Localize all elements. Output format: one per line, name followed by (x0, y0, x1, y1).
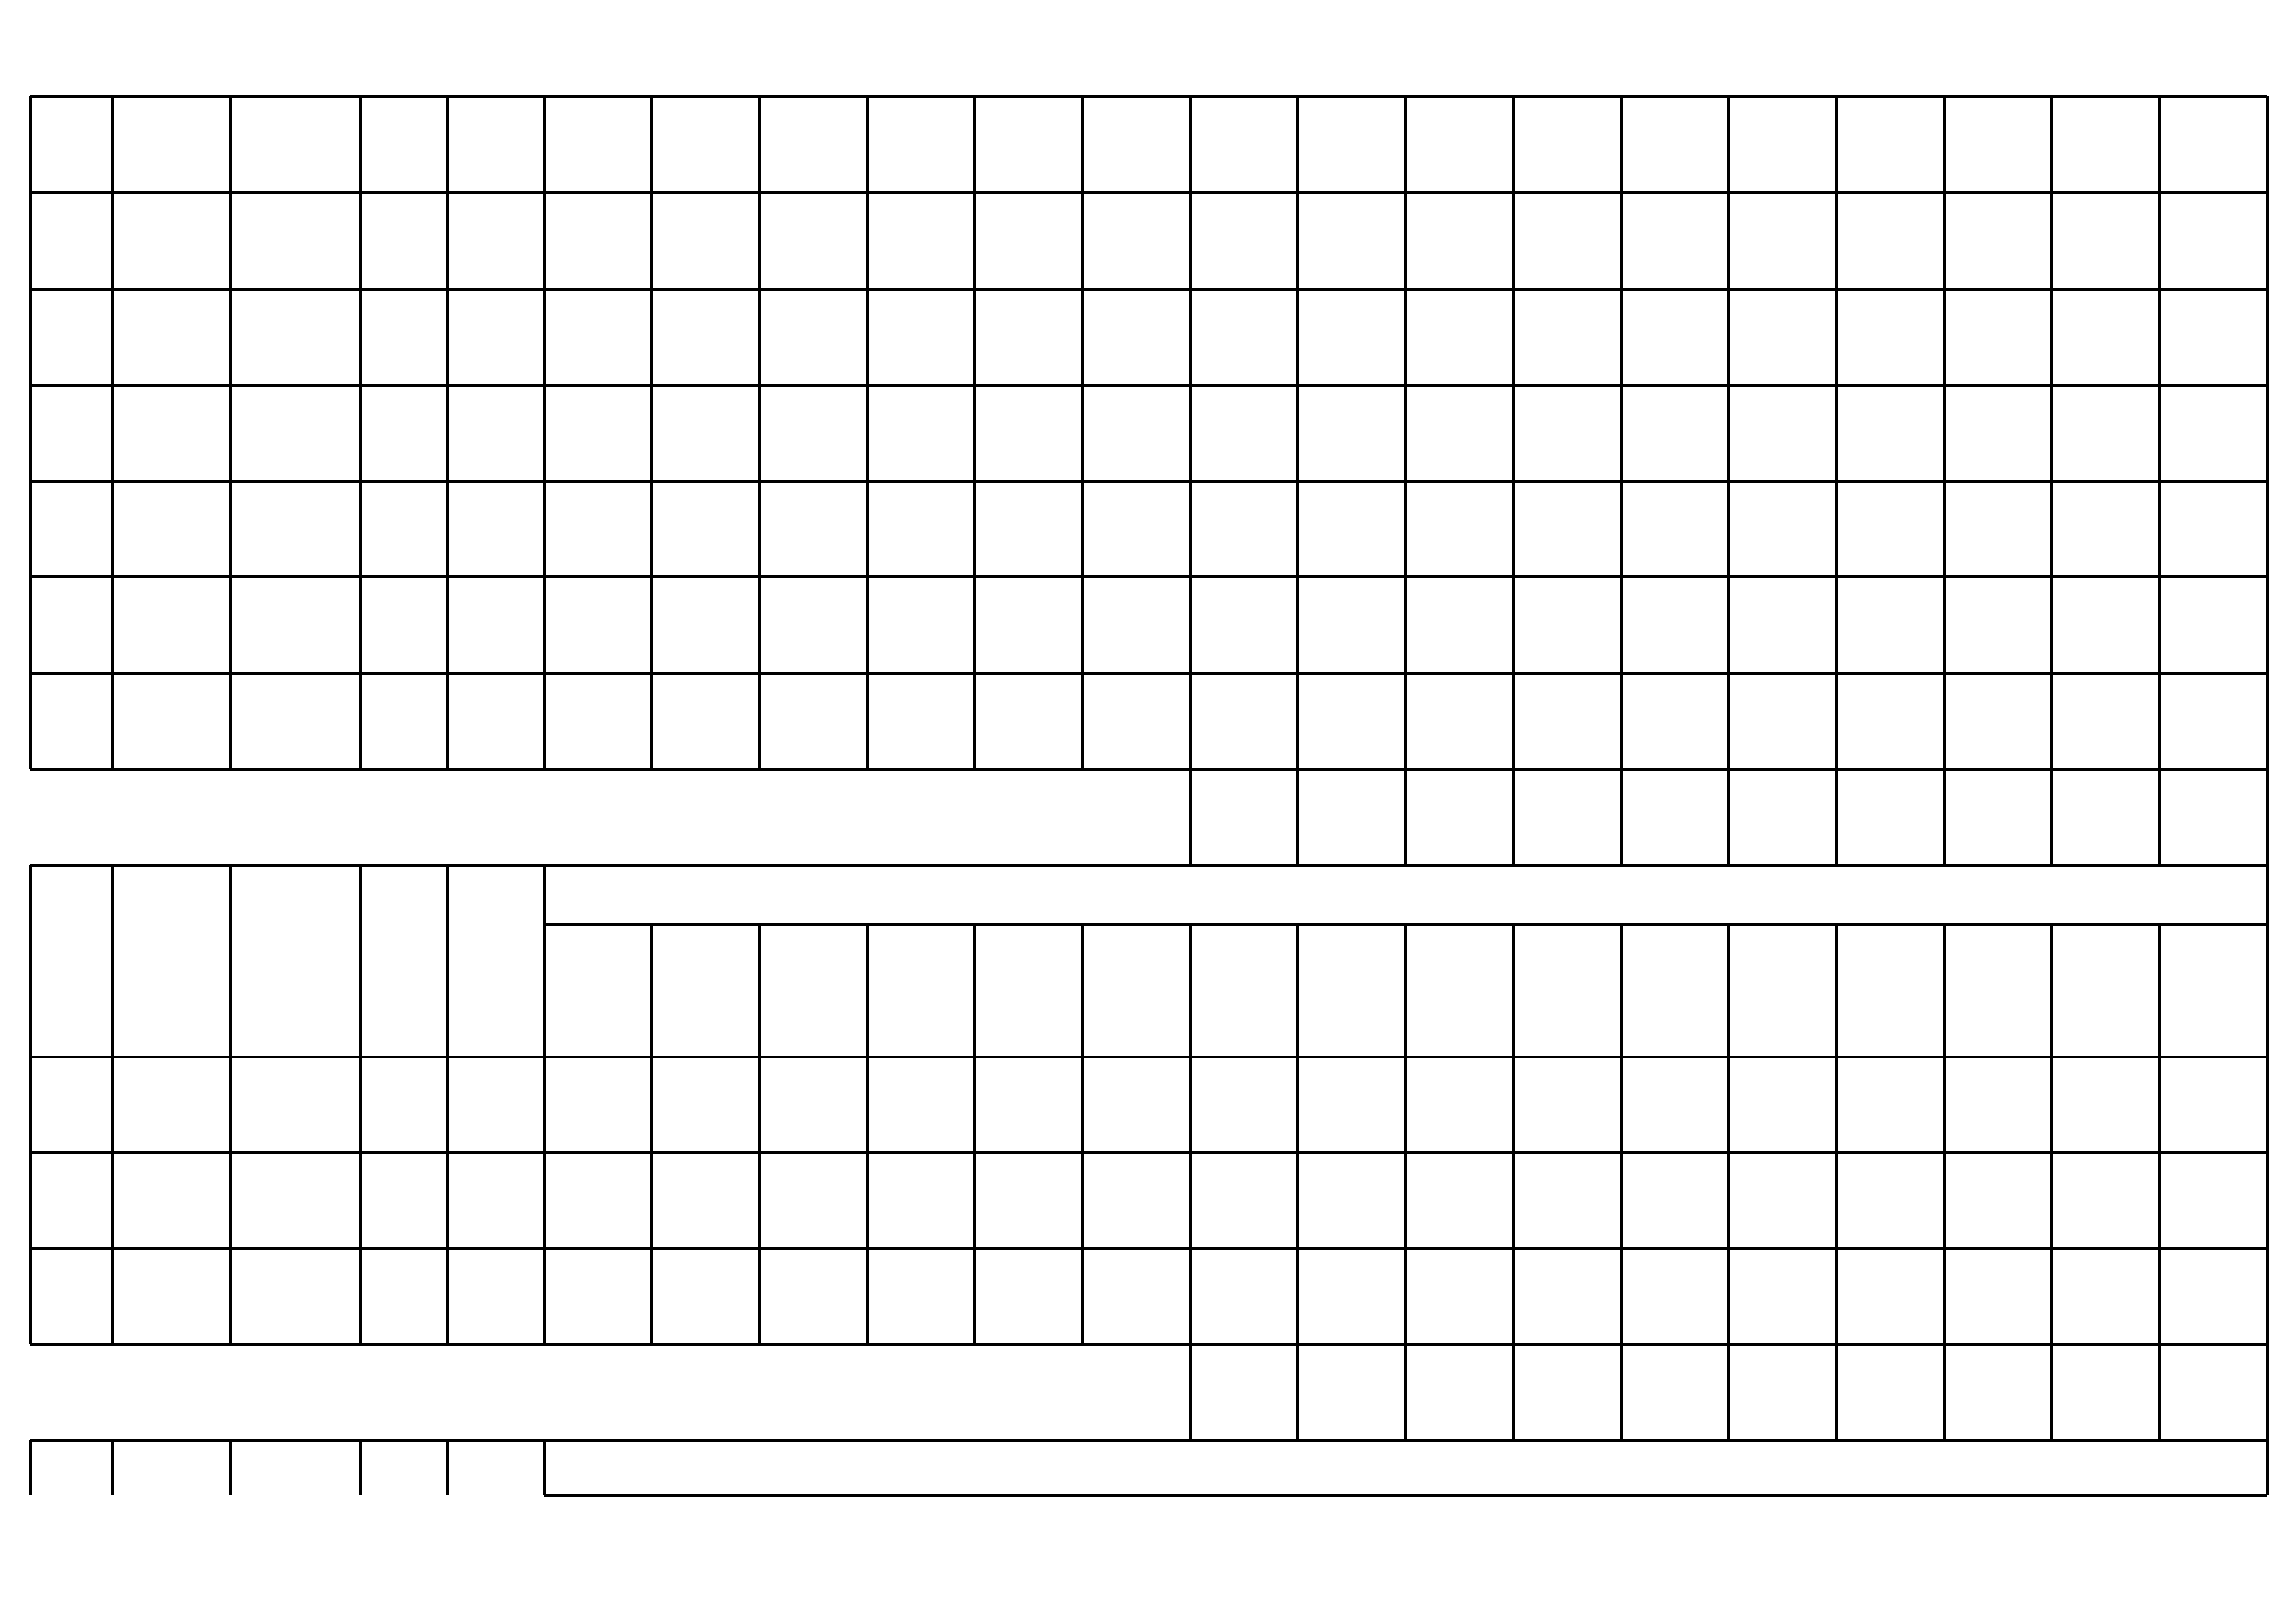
material-unit (360, 385, 447, 481)
quote-supplier-1 (544, 385, 651, 481)
quote-supplier-4 (867, 289, 974, 385)
quote-supplier-2 (651, 1248, 759, 1344)
quote-supplier-3 (759, 1056, 867, 1152)
column-border (543, 1056, 546, 1344)
column-border (2266, 96, 2269, 769)
row-number (30, 289, 112, 385)
column-border (2050, 96, 2053, 769)
column-border (446, 96, 449, 769)
quote-supplier-4 (867, 96, 974, 192)
material-spec (230, 289, 360, 385)
column-border (1296, 1056, 1299, 1344)
column-border (1512, 769, 1515, 865)
material-qty (447, 1056, 544, 1152)
column-border (1404, 1056, 1407, 1344)
material-name (112, 192, 230, 289)
row-number (30, 1152, 112, 1248)
column-border (1404, 924, 1407, 1056)
column-border (1081, 1056, 1084, 1344)
column-border (758, 924, 761, 1056)
column-border (359, 865, 362, 1056)
material-name (112, 1152, 230, 1248)
column-border (2050, 1056, 2053, 1344)
column-border (2158, 1344, 2161, 1440)
column-border (1404, 96, 1407, 769)
header-divider (544, 1494, 2267, 1497)
column-border (2158, 769, 2161, 865)
column-border (650, 924, 653, 1056)
column-border (1512, 924, 1515, 1056)
quote-supplier-4 (867, 481, 974, 576)
row-number (30, 1056, 112, 1152)
column-border (111, 96, 114, 769)
column-border (2266, 1056, 2269, 1344)
row-number (30, 1248, 112, 1344)
material-name (112, 1248, 230, 1344)
supplier-header (544, 1440, 2267, 1495)
column-header-name (112, 865, 230, 1056)
column-border (2266, 1344, 2269, 1440)
material-unit (360, 192, 447, 289)
quote-supplier-1 (544, 481, 651, 576)
material-name (112, 385, 230, 481)
material-name (112, 96, 230, 192)
column-border (1835, 1056, 1838, 1344)
material-qty (447, 576, 544, 673)
quote-supplier-3 (759, 192, 867, 289)
quote-supplier-1 (544, 673, 651, 769)
column-border (1620, 769, 1623, 865)
column-border (1512, 96, 1515, 769)
quote-supplier-3 (759, 96, 867, 192)
quote-supplier-3 (759, 1248, 867, 1344)
supplier-header (544, 865, 2267, 924)
column-border (111, 865, 114, 1056)
column-border (1620, 96, 1623, 769)
column-border (758, 96, 761, 769)
quote-supplier-3 (759, 385, 867, 481)
column-border (2050, 1344, 2053, 1440)
quote-supplier-2 (651, 576, 759, 673)
column-border (229, 1056, 232, 1344)
column-border (2158, 924, 2161, 1056)
column-border (29, 96, 32, 769)
column-border (111, 1056, 114, 1344)
material-unit (360, 1152, 447, 1248)
quote-supplier-1 (544, 289, 651, 385)
column-border (1727, 769, 1730, 865)
material-name (112, 289, 230, 385)
package-title (157, 1344, 412, 1440)
column-border (359, 1056, 362, 1344)
column-border (1296, 1344, 1299, 1440)
column-border (2158, 1056, 2161, 1344)
column-border (29, 1056, 32, 1344)
column-border (229, 865, 232, 1056)
column-border (229, 1440, 232, 1495)
column-border (1727, 924, 1730, 1056)
supplier-name (544, 924, 651, 1056)
column-border (543, 865, 546, 1056)
material-qty (447, 1152, 544, 1248)
row-number (30, 96, 112, 192)
column-border (1727, 96, 1730, 769)
material-spec (230, 576, 360, 673)
column-border (1189, 924, 1192, 1056)
row-number (30, 192, 112, 289)
quote-supplier-4 (867, 385, 974, 481)
column-border (1189, 1056, 1192, 1344)
material-spec (230, 1248, 360, 1344)
material-qty (447, 481, 544, 576)
column-border (1943, 769, 1946, 865)
package-label (30, 1344, 112, 1440)
column-border (650, 1056, 653, 1344)
column-border (1189, 769, 1192, 865)
material-unit (360, 1248, 447, 1344)
column-header-spec (230, 865, 360, 1056)
material-qty (447, 192, 544, 289)
column-border (973, 1056, 976, 1344)
quote-supplier-1 (544, 1152, 651, 1248)
column-border (2266, 865, 2269, 1056)
material-spec (230, 96, 360, 192)
package-title (157, 769, 412, 865)
material-spec (230, 481, 360, 576)
column-border (973, 924, 976, 1056)
column-border (446, 1440, 449, 1495)
quote-supplier-1 (544, 192, 651, 289)
column-border (111, 1440, 114, 1495)
quote-supplier-4 (867, 1056, 974, 1152)
material-qty (447, 289, 544, 385)
payment-terms (544, 777, 1190, 857)
column-border (1727, 1344, 1730, 1440)
row-number (30, 385, 112, 481)
quote-supplier-3 (759, 1152, 867, 1248)
row-number (30, 481, 112, 576)
material-spec (230, 673, 360, 769)
material-unit (360, 96, 447, 192)
material-name (112, 673, 230, 769)
quote-supplier-2 (651, 481, 759, 576)
column-border (866, 96, 869, 769)
quote-supplier-2 (651, 1152, 759, 1248)
column-border (1727, 1056, 1730, 1344)
column-header-qty (447, 865, 544, 1056)
quote-supplier-3 (759, 289, 867, 385)
column-border (866, 1056, 869, 1344)
quote-supplier-1 (544, 1056, 651, 1152)
column-border (359, 96, 362, 769)
quote-supplier-2 (651, 1056, 759, 1152)
row-number (30, 576, 112, 673)
material-name (112, 481, 230, 576)
column-border (1943, 1056, 1946, 1344)
column-border (29, 865, 32, 1056)
column-border (866, 924, 869, 1056)
material-name (112, 576, 230, 673)
material-qty (447, 96, 544, 192)
column-border (229, 96, 232, 769)
material-qty (447, 673, 544, 769)
payment-terms (544, 1352, 1190, 1433)
material-qty (447, 385, 544, 481)
column-border (1835, 1344, 1838, 1440)
column-border (758, 1056, 761, 1344)
column-border (1404, 1344, 1407, 1440)
column-border (2158, 96, 2161, 769)
column-border (2266, 1440, 2269, 1495)
column-border (1835, 924, 1838, 1056)
supplier-name (651, 924, 759, 1056)
column-border (1943, 96, 1946, 769)
column-border (1835, 769, 1838, 865)
material-unit (360, 576, 447, 673)
column-border (29, 1440, 32, 1495)
material-unit (360, 481, 447, 576)
quote-supplier-2 (651, 289, 759, 385)
material-unit (360, 1056, 447, 1152)
material-qty (447, 1248, 544, 1344)
column-border (2050, 924, 2053, 1056)
quote-supplier-4 (867, 576, 974, 673)
quote-supplier-4 (867, 1152, 974, 1248)
supplier-name (867, 924, 974, 1056)
quote-supplier-1 (544, 96, 651, 192)
quote-supplier-2 (651, 192, 759, 289)
column-border (1620, 1344, 1623, 1440)
column-border (543, 96, 546, 769)
material-spec (230, 192, 360, 289)
column-border (446, 1056, 449, 1344)
quote-supplier-3 (759, 673, 867, 769)
column-border (1296, 769, 1299, 865)
material-spec (230, 1056, 360, 1152)
column-border (1081, 96, 1084, 769)
row-number (30, 673, 112, 769)
quote-supplier-3 (759, 481, 867, 576)
quote-supplier-4 (867, 192, 974, 289)
column-header-unit (360, 865, 447, 1056)
column-border (1404, 769, 1407, 865)
supplier-name (759, 924, 867, 1056)
column-border (973, 96, 976, 769)
quote-supplier-1 (544, 576, 651, 673)
column-border (1296, 96, 1299, 769)
quote-supplier-2 (651, 673, 759, 769)
column-border (1620, 1056, 1623, 1344)
quote-supplier-4 (867, 1248, 974, 1344)
column-border (446, 865, 449, 1056)
material-spec (230, 385, 360, 481)
column-border (1943, 1344, 1946, 1440)
column-border (359, 1440, 362, 1495)
column-border (1620, 924, 1623, 1056)
quote-supplier-4 (867, 673, 974, 769)
column-border (2266, 769, 2269, 865)
column-border (1943, 924, 1946, 1056)
column-border (650, 96, 653, 769)
column-border (1512, 1344, 1515, 1440)
quote-supplier-3 (759, 576, 867, 673)
column-border (1081, 924, 1084, 1056)
quote-supplier-2 (651, 96, 759, 192)
material-unit (360, 673, 447, 769)
quote-supplier-1 (544, 1248, 651, 1344)
material-spec (230, 1152, 360, 1248)
column-border (1189, 1344, 1192, 1440)
column-border (1835, 96, 1838, 769)
column-header-no (30, 865, 112, 1056)
material-unit (360, 289, 447, 385)
column-border (543, 1440, 546, 1495)
column-border (1296, 924, 1299, 1056)
quote-supplier-2 (651, 385, 759, 481)
column-border (1189, 96, 1192, 769)
column-border (2050, 769, 2053, 865)
material-name (112, 1056, 230, 1152)
package-label (30, 769, 112, 865)
column-border (1512, 1056, 1515, 1344)
